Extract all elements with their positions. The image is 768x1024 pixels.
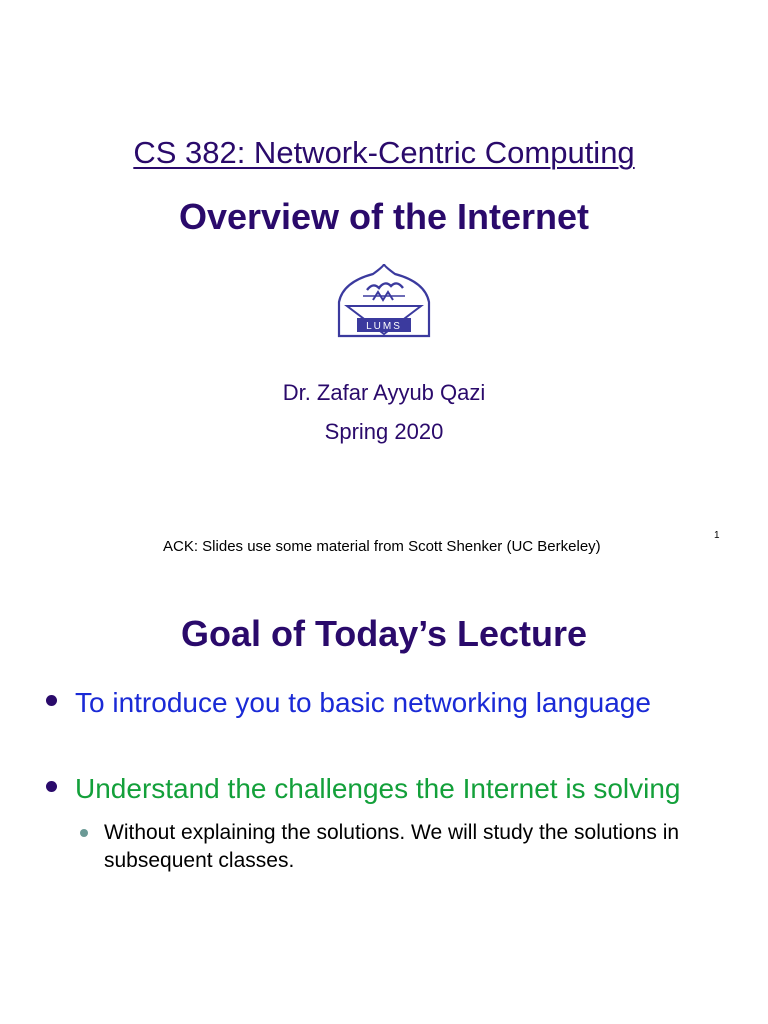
lums-logo — [333, 262, 435, 342]
slide-title: Overview of the Internet — [178, 196, 590, 237]
bullet-text: Understand the challenges the Internet is solving — [75, 773, 681, 804]
term: Spring 2020 — [324, 419, 444, 444]
lums-logo-graphic — [333, 262, 435, 342]
bullet-item — [46, 687, 651, 719]
acknowledgement: ACK: Slides use some material from Scott Shenker (UC Berkeley) — [163, 538, 601, 555]
bullet-icon — [46, 781, 57, 792]
page-number: 1 — [714, 530, 720, 541]
bullet-icon — [46, 695, 57, 706]
author-name: Dr. Zafar Ayyub Qazi — [282, 380, 486, 405]
sub-bullet-text: Without explaining the solutions. We will study the solutions in subsequent classes. — [104, 821, 680, 872]
logo-text: LUMS — [366, 321, 402, 332]
sub-bullet-icon — [80, 829, 88, 837]
bullet-text: To introduce you to basic networking language — [75, 687, 651, 718]
course-title: CS 382: Network-Centric Computing — [133, 135, 635, 170]
slide-2 — [0, 575, 768, 1024]
bullet-item — [46, 773, 681, 805]
slide-title: Goal of Today’s Lecture — [180, 613, 588, 654]
sub-bullet-item — [80, 819, 700, 875]
